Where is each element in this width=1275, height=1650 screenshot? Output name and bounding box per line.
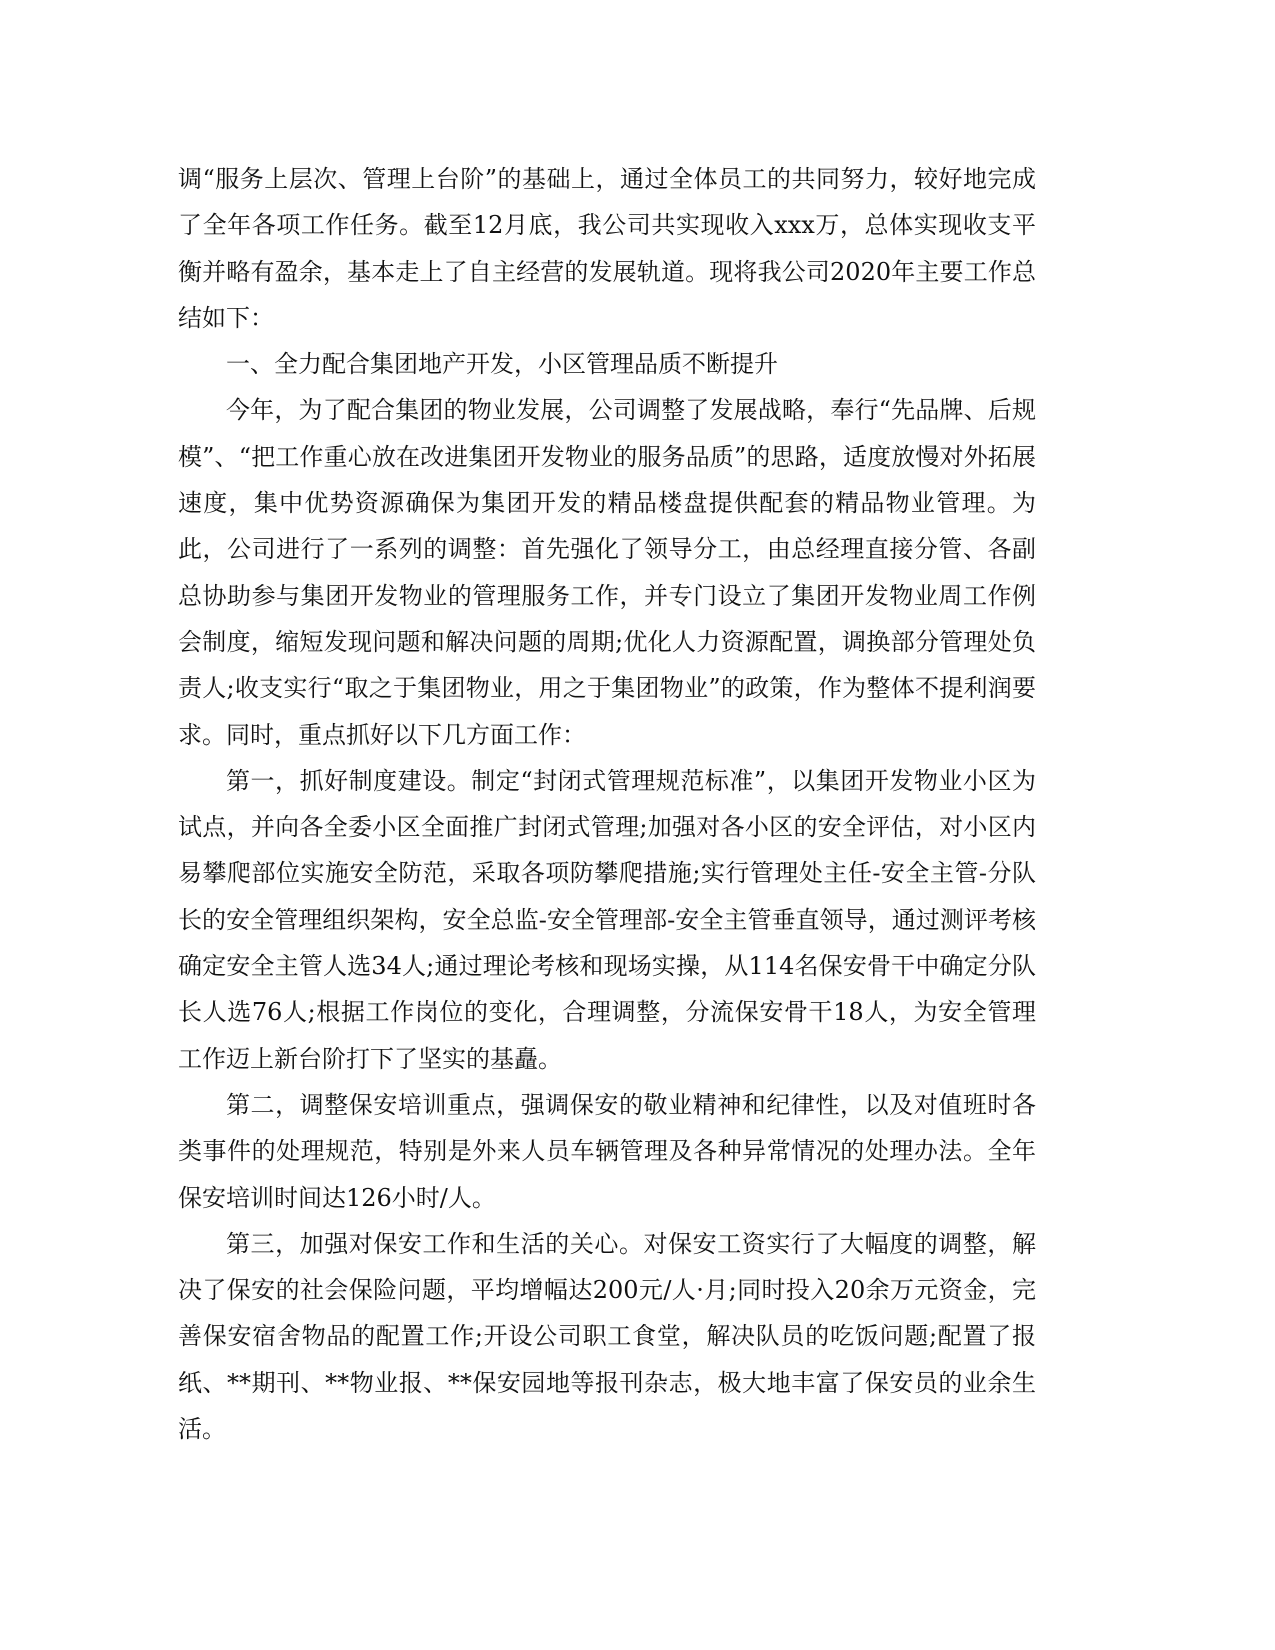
paragraph-section-body: 今年，为了配合集团的物业发展，公司调整了发展战略，奉行“先品牌、后规模”、“把工作重心放在改进集团开发物业的服务品质”的思路，适度放慢对外拓展速度，集中优势资源确保为集团开发的精品楼盘提供配套的精品物业管理。为此，公司进行了一系列的调整：首先强化了领导分工，由总经理直接分管、各副总协助参与集团开发物业的管理服务工作，并专门设立了集团开发物业周工作例会制度，缩短发现问题和解决问题的周期;优化人力资源配置，调换部分管理处负责人;收支实行“取之于集团物业，用之于集团物业”的政策，作为整体不提利润要求。同时，重点抓好以下几方面工作：	[178, 396, 1036, 749]
document-body	[178, 156, 1036, 1452]
paragraph-intro: 调“服务上层次、管理上台阶”的基础上，通过全体员工的共同努力，较好地完成了全年各项工作任务。截至12月底，我公司共实现收入xxx万，总体实现收支平衡并略有盈余，基本走上了自主经营的发展轨道。现将我公司2020年主要工作总结如下：	[178, 165, 1036, 332]
paragraph-point-2: 第二，调整保安培训重点，强调保安的敬业精神和纪律性，以及对值班时各类事件的处理规范，特别是外来人员车辆管理及各种异常情况的处理办法。全年保安培训时间达126小时/人。	[178, 1090, 1036, 1212]
paragraph-point-1: 第一，抓好制度建设。制定“封闭式管理规范标准”，以集团开发物业小区为试点，并向各全委小区全面推广封闭式管理;加强对各小区的安全评估，对小区内易攀爬部位实施安全防范，采取各项防攀爬措施;实行管理处主任-安全主管-分队长的安全管理组织架构，安全总监-安全管理部-安全主管垂直领导，通过测评考核确定安全主管人选34人;通过理论考核和现场实操，从114名保安骨干中确定分队长人选76人;根据工作岗位的变化，合理调整，分流保安骨干18人，为安全管理工作迈上新台阶打下了坚实的基矗。	[178, 766, 1036, 1073]
paragraph-point-3: 第三，加强对保安工作和生活的关心。对保安工资实行了大幅度的调整，解决了保安的社会保险问题，平均增幅达200元/人·月;同时投入20余万元资金，完善保安宿舍物品的配置工作;开设公司职工食堂，解决队员的吃饭问题;配置了报纸、**期刊、**物业报、**保安园地等报刊杂志，极大地丰富了保安员的业余生活。	[178, 1229, 1036, 1444]
section-heading: 一、全力配合集团地产开发，小区管理品质不断提升	[226, 350, 778, 379]
